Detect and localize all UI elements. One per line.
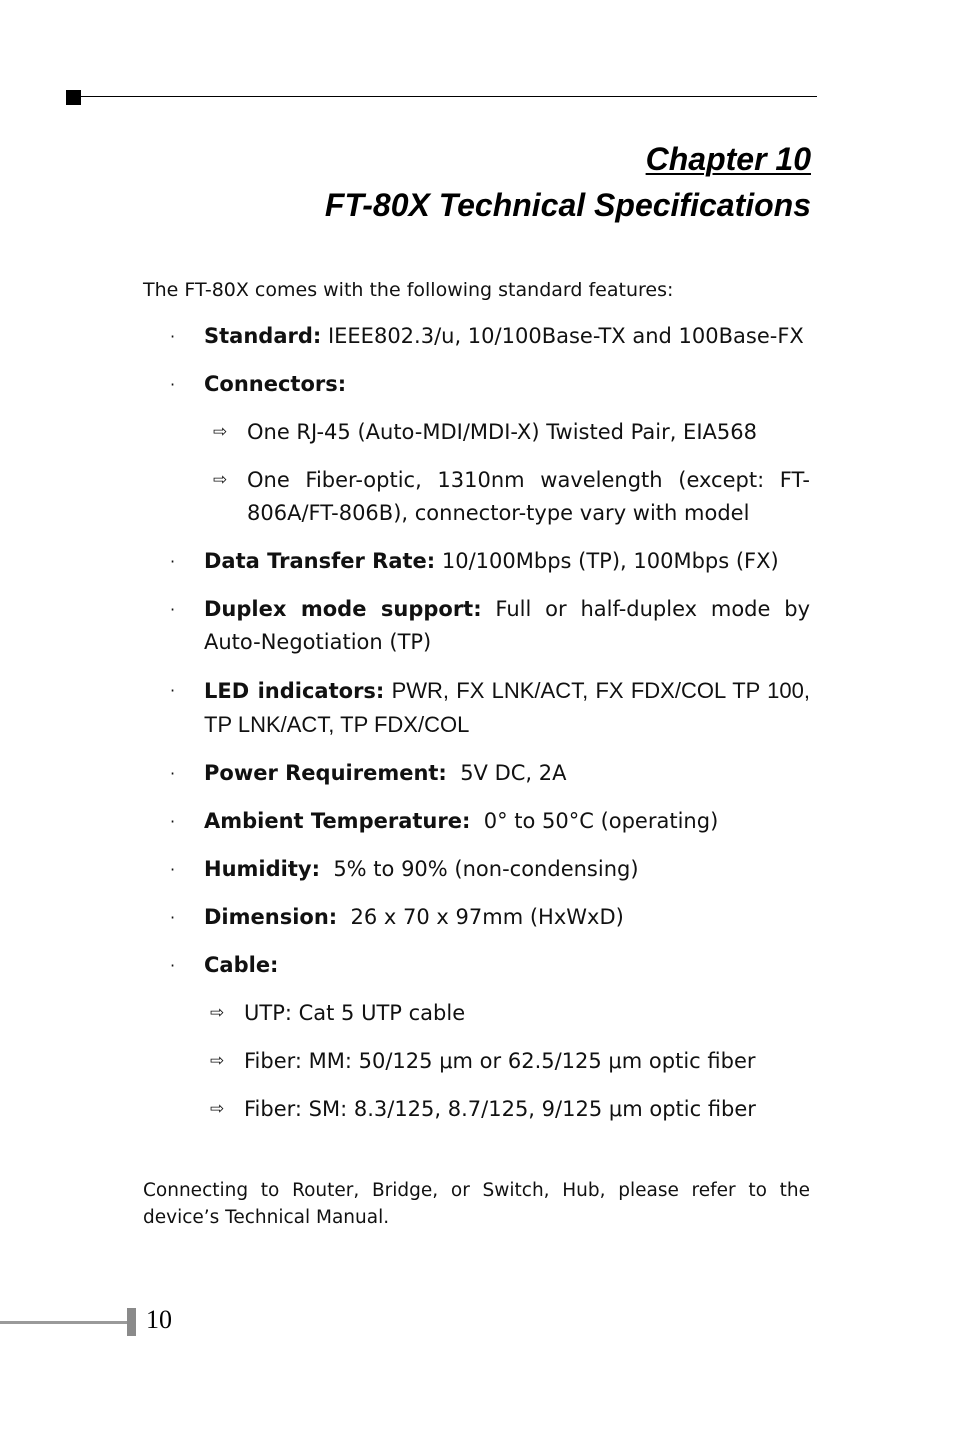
bullet: ·: [170, 681, 176, 700]
spec-label: Dimension:: [204, 905, 338, 929]
cable-text: Fiber: MM: 50/125 μm or 62.5/125 μm optic fiber: [244, 1049, 756, 1073]
bullet: ·: [170, 812, 176, 831]
cable-item: [0, 997, 810, 1030]
spec-connectors: [0, 368, 810, 401]
bullet: ·: [170, 956, 176, 975]
spec-label: Connectors:: [204, 372, 347, 396]
spec-list: [0, 320, 954, 1141]
spec-humidity: [0, 853, 810, 886]
spec-label: Standard:: [204, 324, 322, 348]
header-rule: [81, 96, 817, 97]
spec-value: 26 x 70 x 97mm (HxWxD): [337, 905, 624, 929]
chapter-number: Chapter 10: [645, 141, 811, 177]
bullet: ·: [170, 552, 176, 571]
footer-rule: [0, 1321, 127, 1324]
spec-label: Power Requirement:: [204, 761, 447, 785]
spec-label: Cable:: [204, 953, 279, 977]
spec-value: Full or half-duplex mode by Auto-Negotiation (TP): [204, 597, 811, 654]
arrow-right-icon: ⇨: [213, 422, 228, 442]
cable-item: [0, 1045, 810, 1078]
connector-item: [0, 464, 810, 530]
chapter-title: FT-80X Technical Specifications: [324, 187, 811, 223]
spec-cable: [0, 949, 810, 982]
reference-note: Connecting to Router, Bridge, or Switch, Hub, please refer to the device’s Technical Manual.: [143, 1180, 810, 1228]
bullet: ·: [170, 375, 176, 394]
spec-power: [0, 757, 810, 790]
page-number: 10: [146, 1305, 172, 1334]
spec-led: [0, 674, 810, 742]
cable-text: UTP: Cat 5 UTP cable: [244, 1001, 466, 1025]
bullet: ·: [170, 908, 176, 927]
spec-standard: [0, 320, 810, 353]
spec-label: Data Transfer Rate:: [204, 549, 436, 573]
spec-duplex: [0, 593, 810, 659]
spec-value: 5% to 90% (non-condensing): [319, 857, 639, 881]
bullet: ·: [170, 327, 176, 346]
spec-label: Duplex mode support:: [204, 597, 482, 621]
arrow-right-icon: ⇨: [210, 1099, 225, 1119]
spec-label: Ambient Temperature:: [204, 809, 471, 833]
arrow-right-icon: ⇨: [213, 470, 228, 490]
spec-value: 0° to 50°C (operating): [470, 809, 719, 833]
spec-value: 5V DC, 2A: [446, 761, 567, 785]
intro-text: The FT-80X comes with the following standard features:: [143, 279, 674, 301]
footer-bar-mark: [127, 1308, 136, 1336]
header-square-mark: [66, 90, 81, 105]
bullet: ·: [170, 600, 176, 619]
chapter-heading: [325, 136, 811, 228]
bullet: ·: [170, 860, 176, 879]
connector-text: One Fiber-optic, 1310nm wavelength (except: FT-806A/FT-806B), connector-type vary with model: [247, 468, 810, 525]
spec-data-rate: [0, 545, 810, 578]
spec-value: 10/100Mbps (TP), 100Mbps (FX): [435, 549, 779, 573]
connector-text: One RJ-45 (Auto-MDI/MDI-X) Twisted Pair, EIA568: [247, 420, 757, 444]
spec-label: Humidity:: [204, 857, 320, 881]
connector-item: [0, 416, 810, 449]
spec-temperature: [0, 805, 810, 838]
arrow-right-icon: ⇨: [210, 1051, 225, 1071]
spec-dimension: [0, 901, 810, 934]
arrow-right-icon: ⇨: [210, 1003, 225, 1023]
cable-item: [0, 1093, 810, 1126]
spec-label: LED indicators:: [204, 679, 385, 703]
cable-text: Fiber: SM: 8.3/125, 8.7/125, 9/125 μm optic fiber: [244, 1097, 756, 1121]
spec-value: IEEE802.3/u, 10/100Base-TX and 100Base-FX: [321, 324, 804, 348]
bullet: ·: [170, 764, 176, 783]
spec-value: PWR, FX LNK/ACT, FX FDX/COL TP 100, TP LNK/ACT, TP FDX/COL: [204, 678, 810, 737]
